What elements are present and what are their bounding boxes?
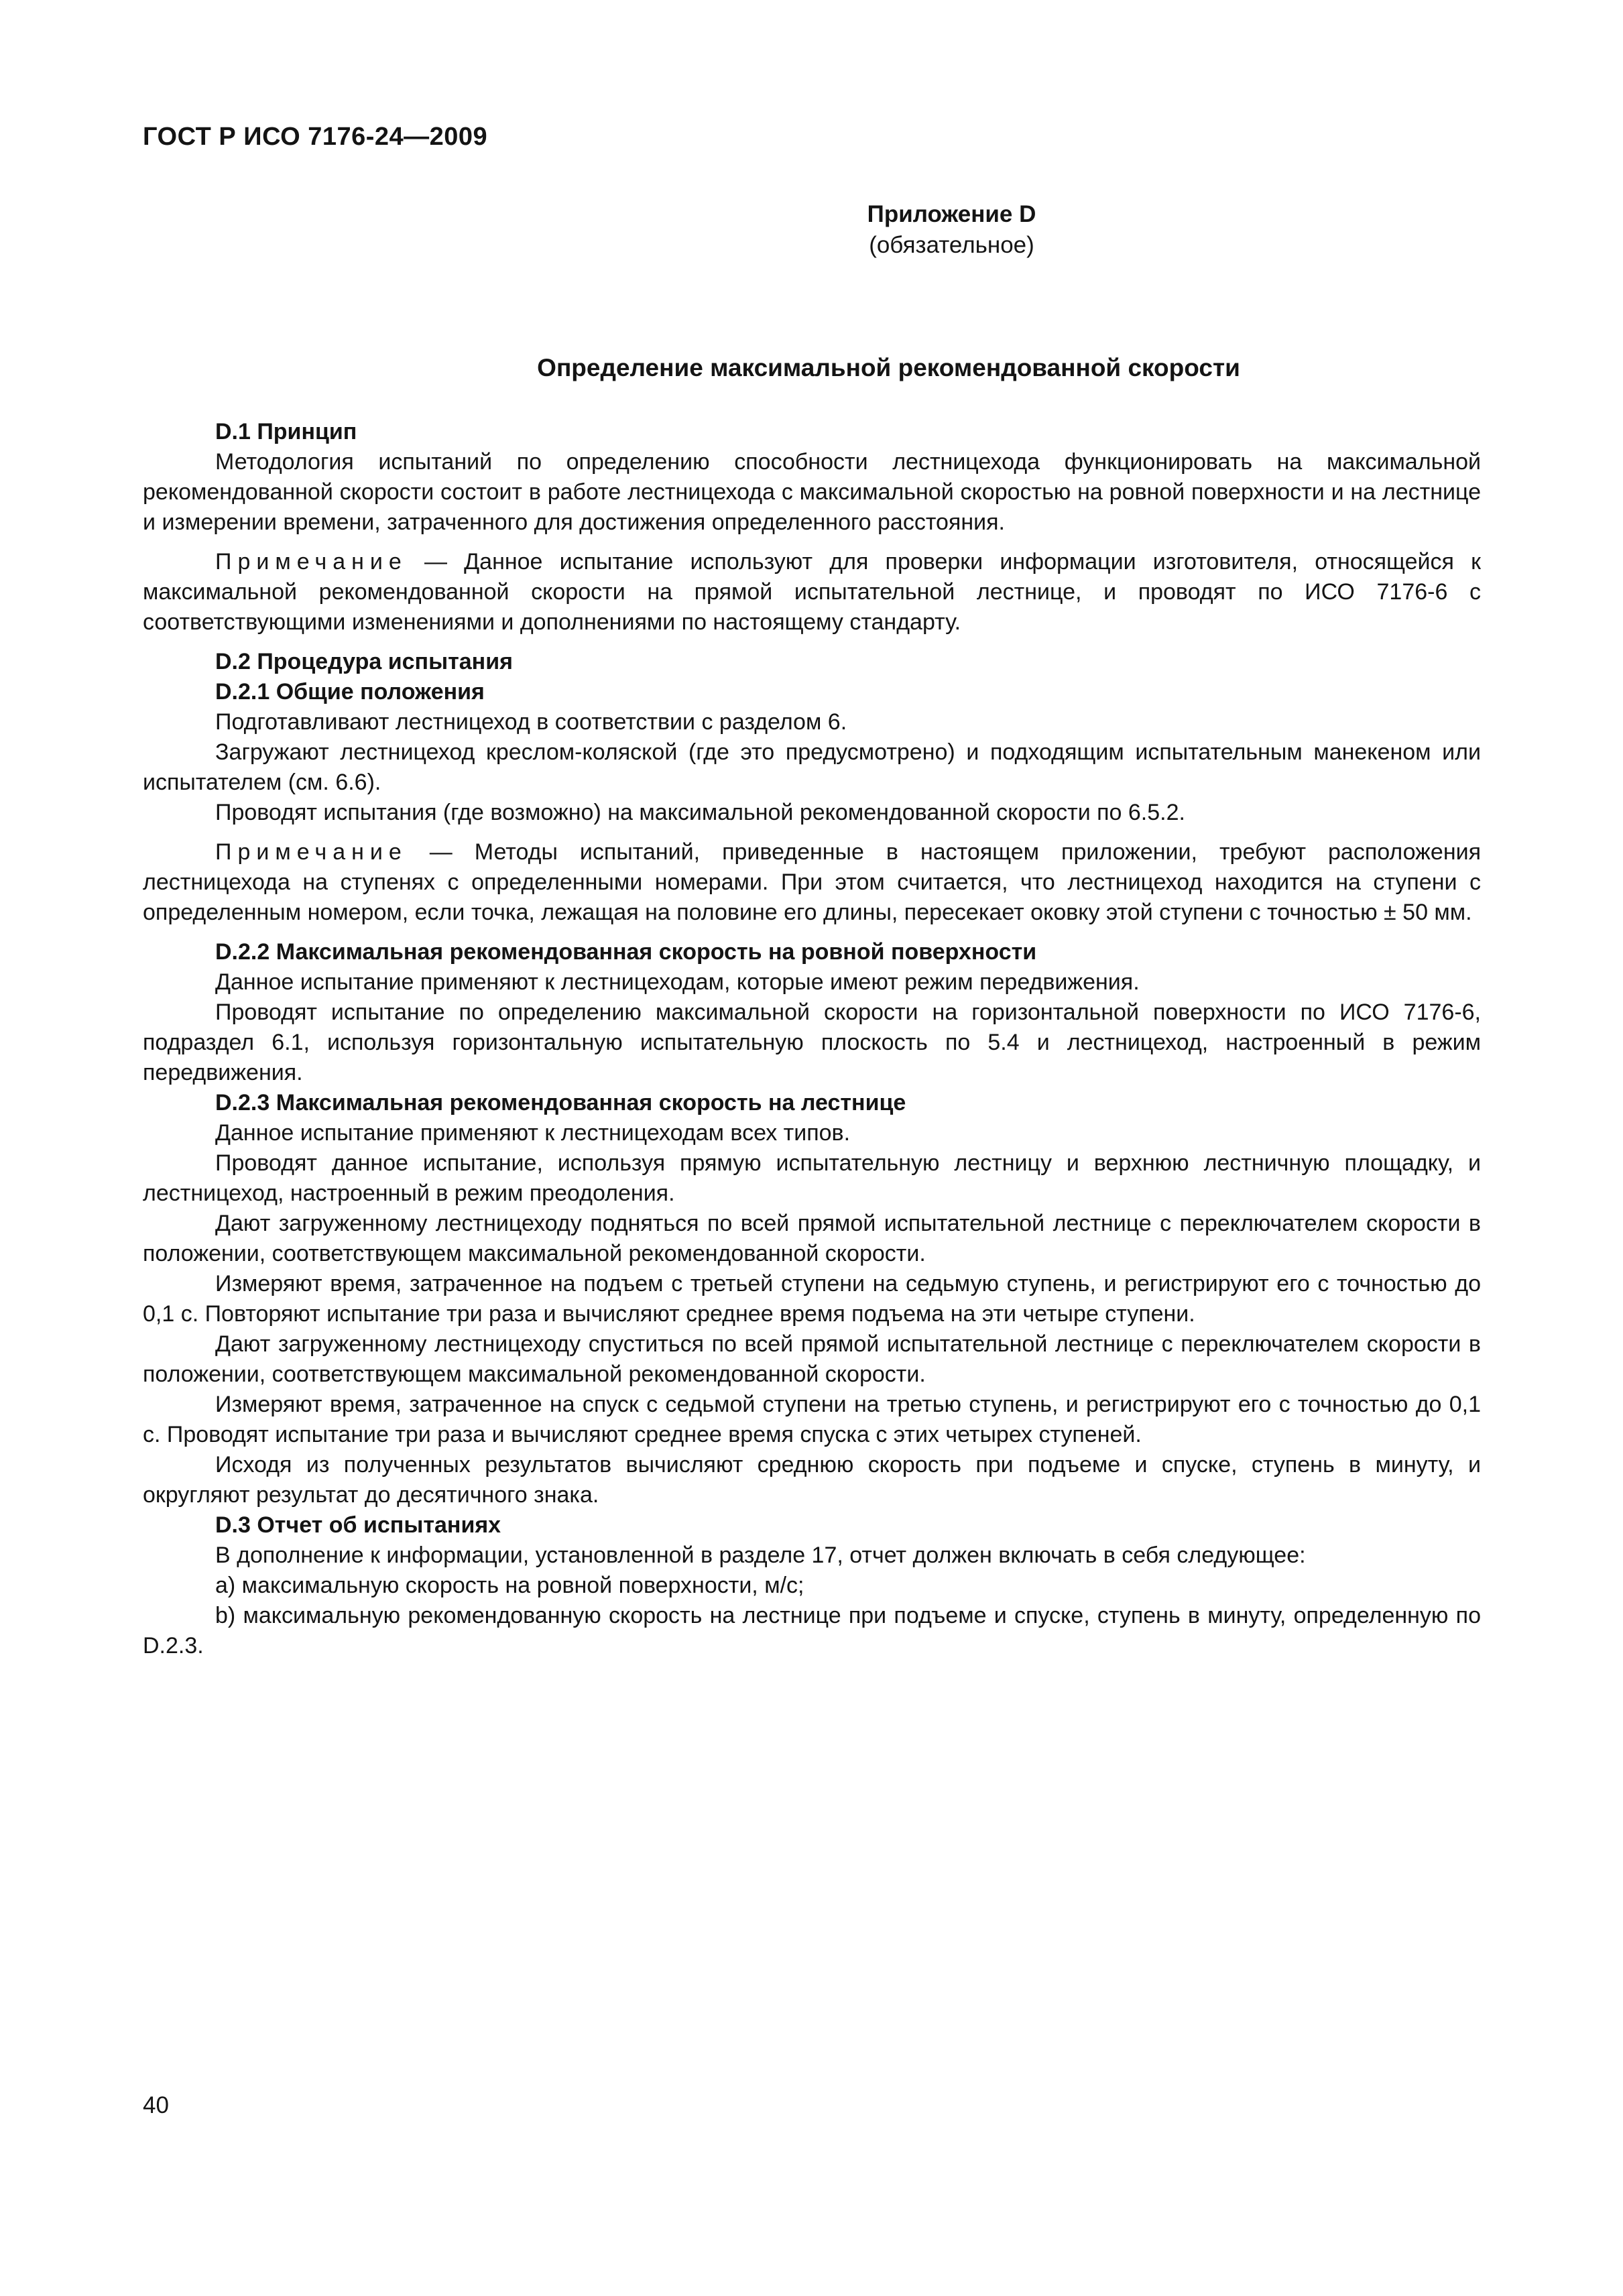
section-heading-d2: D.2 Процедура испытания (215, 649, 513, 674)
note-paragraph (143, 837, 1481, 928)
standard-code-header: ГОСТ Р ИСО 7176-24—2009 (143, 123, 488, 151)
note-label: Примечание (215, 549, 408, 575)
note-label: Примечание (215, 839, 408, 865)
paragraph: Методология испытаний по определению способности лестницехода функционировать на максимальной рекомендованной скорости состоит в работе лестницехода с максимальной скоростью на ровной поверхности и на лестнице и измерении времени, затраченного для достижения определенного расстояния. (143, 449, 1481, 535)
annex-heading: Определение максимальной рекомендованной скорости (537, 354, 1240, 381)
list-item: a) максимальную скорость на ровной поверхности, м/с; (215, 1573, 804, 1598)
paragraph: Загружают лестницеход креслом-коляской (где это предусмотрено) и подходящим испытательным манекеном или испытателем (см. 6.6). (143, 739, 1481, 795)
annex-body (143, 417, 1481, 1661)
paragraph: Проводят данное испытание, используя прямую испытательную лестницу и верхнюю лестничную площадку, и лестницеход, настроенный в режим преодоления. (143, 1150, 1481, 1206)
paragraph: Данное испытание применяют к лестницеходам всех типов. (215, 1120, 851, 1146)
paragraph: Проводят испытания (где возможно) на максимальной рекомендованной скорости по 6.5.2. (215, 800, 1185, 825)
note-text: — Методы испытаний, приведенные в настоящем приложении, требуют расположения лестницехода на ступенях с определенными номерами. При этом считается, что лестницеход находится на ступени с определенным номером, если точка, лежащая на половине его длины, пересекает оковку этой ступени с точностью ± 50 мм. (143, 839, 1481, 925)
section-heading-d22: D.2.2 Максимальная рекомендованная скорость на ровной поверхности (215, 939, 1037, 965)
annex-status: (обязательное) (869, 232, 1034, 258)
section-heading-d21: D.2.1 Общие положения (215, 679, 485, 705)
paragraph: Данное испытание применяют к лестницеходам, которые имеют режим передвижения. (215, 969, 1140, 995)
section-heading-d3: D.3 Отчет об испытаниях (215, 1512, 501, 1538)
paragraph: Исходя из полученных результатов вычисляют среднюю скорость при подъеме и спуске, ступень в минуту, и округляют результат до десятичного знака. (143, 1452, 1481, 1508)
paragraph: Измеряют время, затраченное на подъем с третьей ступени на седьмую ступень, и регистрируют его с точностью до 0,1 с. Повторяют испытание три раза и вычисляют среднее время подъема на эти четыре ступени. (143, 1271, 1481, 1327)
paragraph: Подготавливают лестницеход в соответствии с разделом 6. (215, 709, 847, 735)
paragraph: Проводят испытание по определению максимальной скорости на горизонтальной поверхности по ИСО 7176-6, подраздел 6.1, используя горизонтальную испытательную плоскость по 5.4 и лестницеход, настроенный в режим передвижения. (143, 1000, 1481, 1085)
annex-title: Приложение D (867, 201, 1036, 227)
note-paragraph (143, 547, 1481, 638)
section-heading-d23: D.2.3 Максимальная рекомендованная скорость на лестнице (215, 1090, 906, 1115)
paragraph: Дают загруженному лестницеходу подняться по всей прямой испытательной лестнице с переключателем скорости в положении, соответствующем максимальной рекомендованной скорости. (143, 1211, 1481, 1266)
list-item: b) максимальную рекомендованную скорость на лестнице при подъеме и спуске, ступень в минуту, определенную по D.2.3. (143, 1603, 1481, 1658)
section-heading-d1: D.1 Принцип (215, 419, 357, 444)
note-text: — Данное испытание используют для проверки информации изготовителя, относящейся к максимальной рекомендованной скорости на прямой испытательной лестнице, и проводят по ИСО 7176-6 с соответствующими изменениями и дополнениями по настоящему стандарту. (143, 549, 1481, 635)
paragraph: Дают загруженному лестницеходу спуститься по всей прямой испытательной лестнице с переключателем скорости в положении, соответствующем максимальной рекомендованной скорости. (143, 1331, 1481, 1387)
paragraph: В дополнение к информации, установленной в разделе 17, отчет должен включать в себя следующее: (215, 1543, 1306, 1568)
page-number: 40 (143, 2092, 169, 2118)
paragraph: Измеряют время, затраченное на спуск с седьмой ступени на третью ступень, и регистрируют его с точностью до 0,1 с. Проводят испытание три раза и вычисляют среднее время спуска с этих четырех ступеней. (143, 1392, 1481, 1447)
